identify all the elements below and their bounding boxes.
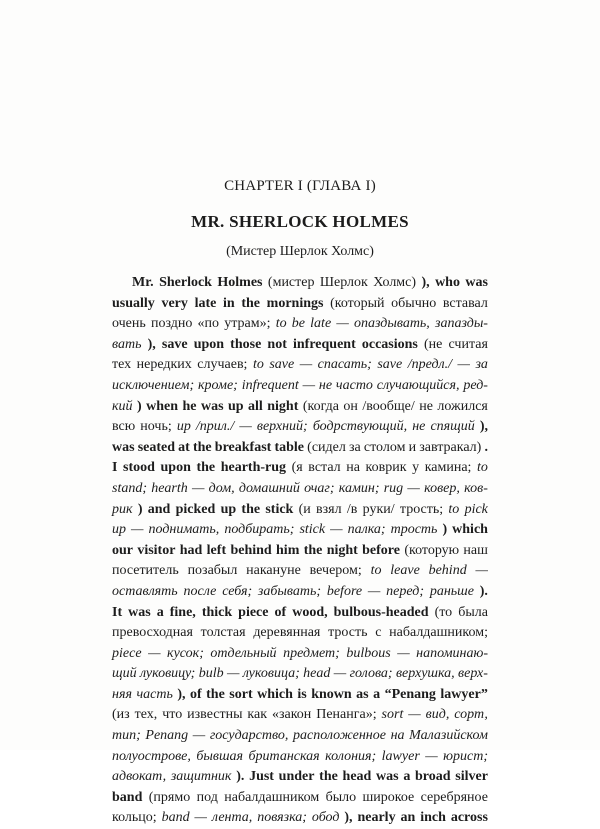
word: британская xyxy=(248,748,320,764)
word: ред- xyxy=(463,377,488,393)
word: кий xyxy=(112,398,133,414)
word: часто xyxy=(335,377,373,393)
word: и xyxy=(408,439,417,455)
word: he xyxy=(182,398,197,414)
body-paragraph xyxy=(112,273,488,829)
word: лента, xyxy=(211,810,253,826)
word: сорт, xyxy=(454,707,488,723)
word: save xyxy=(161,336,188,352)
word: — xyxy=(239,419,252,435)
word: была xyxy=(458,604,488,620)
word: stick xyxy=(299,522,326,538)
word: с xyxy=(375,625,382,641)
word: исключением; xyxy=(112,377,195,393)
word: (и xyxy=(298,501,311,517)
word: трость; xyxy=(399,501,444,517)
word: upon xyxy=(160,460,191,476)
text-line xyxy=(112,664,488,685)
word: Penang xyxy=(145,728,189,744)
word: thick xyxy=(201,604,233,620)
word: hearth-rug xyxy=(220,460,287,476)
word: палка; xyxy=(347,522,386,538)
word: случающийся, xyxy=(376,377,460,393)
word: Just xyxy=(249,769,274,785)
word: who xyxy=(435,275,460,290)
text-line xyxy=(112,644,488,665)
word: /прил./ xyxy=(195,419,235,435)
word: встал xyxy=(308,460,341,476)
word: повязка; xyxy=(257,810,307,826)
word: be xyxy=(291,316,305,332)
word: (мистер xyxy=(267,275,315,290)
word: is xyxy=(297,686,307,702)
word: inch xyxy=(420,810,446,826)
word: /в xyxy=(346,501,358,517)
word: under xyxy=(278,769,315,785)
word: спящий xyxy=(430,419,475,435)
word: silver xyxy=(455,769,488,785)
word: на xyxy=(390,728,405,744)
word: the xyxy=(303,542,323,558)
word: (я xyxy=(291,460,303,476)
word: вать xyxy=(112,336,142,352)
word: столом xyxy=(363,439,406,455)
word: тех, xyxy=(134,707,158,723)
word: Holmes xyxy=(217,275,263,290)
word: to xyxy=(477,460,488,476)
word: Sherlock xyxy=(159,275,212,290)
word: band xyxy=(112,789,143,805)
word: не xyxy=(318,377,333,393)
word: lawyer” xyxy=(440,686,488,702)
word: поздно xyxy=(150,316,193,332)
text-line xyxy=(112,726,488,747)
word: broad xyxy=(415,769,451,785)
word: подбирать; xyxy=(224,522,295,538)
word: piece xyxy=(112,645,142,661)
word: няя xyxy=(112,686,132,702)
word: leave xyxy=(390,563,420,579)
word: had xyxy=(179,542,203,558)
word: позабыл xyxy=(187,563,238,579)
text-line xyxy=(112,294,488,315)
text-line xyxy=(112,479,488,500)
word: щий xyxy=(112,666,137,682)
word: завтракал) xyxy=(419,439,482,455)
word: was xyxy=(112,439,135,455)
word: head xyxy=(303,666,331,682)
word: . xyxy=(484,439,488,455)
word: table xyxy=(274,439,305,455)
word: — xyxy=(475,563,488,579)
word: stood xyxy=(123,460,155,476)
word: толстая xyxy=(200,625,246,641)
word: hearth xyxy=(151,480,188,496)
word: тех xyxy=(112,357,132,373)
word: to xyxy=(275,316,287,332)
word: at xyxy=(178,439,190,455)
word: руки/ xyxy=(362,501,395,517)
word: ), xyxy=(177,686,186,702)
word: что xyxy=(162,707,183,723)
word: домашний xyxy=(238,480,300,496)
word: — xyxy=(457,357,470,373)
word: (не xyxy=(424,336,443,352)
word: посетитель xyxy=(112,563,179,579)
word: верхний; xyxy=(256,419,308,435)
word: бывшая xyxy=(196,748,244,764)
word: up xyxy=(220,501,237,517)
word: под xyxy=(196,789,218,805)
chapter-title: CHAPTER I (ГЛАВА I) xyxy=(224,178,376,194)
word: ), xyxy=(479,419,488,435)
word: адвокат, xyxy=(112,769,167,785)
word: на xyxy=(346,460,360,476)
word: stand; xyxy=(112,480,147,496)
word: камин; xyxy=(338,480,380,496)
chapter-subtitle: (Мистер Шерлок Холмс) xyxy=(226,244,374,259)
word: накануне xyxy=(246,563,301,579)
word: It xyxy=(112,604,123,620)
text-line xyxy=(112,520,488,541)
text-line xyxy=(112,273,488,294)
word: «закон xyxy=(271,707,312,723)
word: night xyxy=(267,398,299,414)
word: бодрствующий, xyxy=(312,419,408,435)
word: расположенное xyxy=(293,728,386,744)
word: деревянная xyxy=(253,625,321,641)
word: bulbous xyxy=(346,645,391,661)
word: visitor xyxy=(137,542,176,558)
word: a xyxy=(403,769,411,785)
word: опаздывать, xyxy=(354,316,430,332)
word: спасать; xyxy=(317,357,372,373)
word: all xyxy=(248,398,263,414)
word: предмет; xyxy=(283,645,340,661)
word: was xyxy=(200,398,224,414)
word: (который xyxy=(330,295,385,311)
word: отдельный xyxy=(210,645,277,661)
word: нередких xyxy=(136,357,192,373)
word: он xyxy=(343,398,358,414)
word: — xyxy=(397,645,410,661)
word: in xyxy=(222,295,235,311)
word: ), xyxy=(147,336,156,352)
text-line xyxy=(112,603,488,624)
word: колония; xyxy=(325,748,377,764)
text-line xyxy=(112,623,488,644)
word: (которую xyxy=(404,542,460,558)
word: трость xyxy=(328,625,368,641)
word: our xyxy=(112,542,133,558)
word: кусок; xyxy=(167,645,204,661)
text-line xyxy=(112,376,488,397)
word: кроме; xyxy=(198,377,238,393)
word: upon xyxy=(193,336,225,352)
word: тип; xyxy=(112,728,141,744)
word: rug xyxy=(383,480,404,496)
word: ). xyxy=(236,769,245,785)
word: ) xyxy=(137,501,143,517)
word: sort xyxy=(229,686,253,702)
text-line xyxy=(112,355,488,376)
word: was xyxy=(376,769,399,785)
word: infrequent xyxy=(241,377,299,393)
word: луковицу; xyxy=(139,666,196,682)
word: — xyxy=(131,522,144,538)
word: the xyxy=(241,295,260,311)
word: of xyxy=(274,604,287,620)
word: bulbous-headed xyxy=(333,604,429,620)
word: раньше xyxy=(429,583,474,599)
word: to xyxy=(448,501,460,517)
word: (прямо xyxy=(148,789,191,805)
word: was xyxy=(128,604,151,620)
word: не xyxy=(412,419,426,435)
word: трость xyxy=(390,522,438,538)
word: рик xyxy=(112,501,133,517)
word: the xyxy=(206,686,225,702)
word: occasions xyxy=(361,336,418,352)
word: набалдашником xyxy=(224,789,320,805)
word: to xyxy=(370,563,382,579)
word: напоминаю- xyxy=(416,645,488,661)
word: очень xyxy=(112,316,146,332)
word: считая xyxy=(448,336,488,352)
word: запазды- xyxy=(435,316,488,332)
word: — xyxy=(299,357,313,373)
word: — xyxy=(336,316,349,332)
word: не xyxy=(419,398,433,414)
text-line xyxy=(112,808,488,829)
word: known xyxy=(311,686,352,702)
word: камина; xyxy=(424,460,472,476)
word: — xyxy=(408,707,421,723)
word: — xyxy=(226,666,240,682)
word: ) xyxy=(137,398,142,414)
text-line xyxy=(112,438,488,459)
word: ложился xyxy=(437,398,488,414)
word: утрам»; xyxy=(224,316,271,332)
word: взял xyxy=(316,501,342,517)
word: fine, xyxy=(169,604,196,620)
word: him xyxy=(276,542,300,558)
word: not xyxy=(267,336,287,352)
word: late xyxy=(194,295,217,311)
word: оставлять xyxy=(112,583,178,599)
word: band xyxy=(161,810,190,826)
word: bulb xyxy=(198,666,224,682)
word: behind xyxy=(428,563,467,579)
text-line xyxy=(112,397,488,418)
word: вечером; xyxy=(309,563,362,579)
word: those xyxy=(230,336,262,352)
word: piece xyxy=(238,604,269,620)
word: very xyxy=(161,295,188,311)
word: всю xyxy=(112,419,136,435)
word: случаев; xyxy=(197,357,248,373)
word: ночь; xyxy=(140,419,172,435)
word: — xyxy=(302,377,316,393)
word: before xyxy=(362,542,400,558)
chapter-heading: MR. SHERLOCK HOLMES xyxy=(191,212,409,231)
word: дом, xyxy=(208,480,235,496)
word: up xyxy=(176,419,191,435)
word: коврик xyxy=(365,460,407,476)
text-line xyxy=(112,582,488,603)
word: as xyxy=(356,686,369,702)
word: широкое xyxy=(362,789,415,805)
word: sort xyxy=(381,707,404,723)
word: late xyxy=(310,316,332,332)
text-line xyxy=(112,417,488,438)
word: a xyxy=(156,604,164,620)
word: the xyxy=(241,501,261,517)
word: — xyxy=(192,480,205,496)
text-line xyxy=(112,314,488,335)
word: «по xyxy=(197,316,220,332)
word: наш xyxy=(463,542,488,558)
word: за xyxy=(475,357,488,373)
word: save xyxy=(269,357,295,373)
word: to xyxy=(252,357,264,373)
word: часть xyxy=(136,686,173,702)
word: behind xyxy=(230,542,272,558)
word: save xyxy=(377,357,403,373)
word: набалдашником; xyxy=(389,625,488,641)
word: за xyxy=(349,439,361,455)
word: перед; xyxy=(386,583,424,599)
word: — xyxy=(367,583,381,599)
word: Шерлок xyxy=(319,275,368,290)
word: — xyxy=(192,728,206,744)
text-line xyxy=(112,705,488,726)
word: which xyxy=(257,686,293,702)
word: lawyer xyxy=(381,748,420,764)
text-line xyxy=(112,541,488,562)
word: which xyxy=(452,522,488,538)
word: известны xyxy=(187,707,243,723)
word: обод xyxy=(311,810,340,826)
word: “Penang xyxy=(384,686,436,702)
word: голова; xyxy=(349,666,393,682)
word: (сидел xyxy=(307,439,346,455)
word: and xyxy=(147,501,171,517)
text-line xyxy=(112,767,488,788)
word: забывать; xyxy=(257,583,322,599)
word: защитник xyxy=(170,769,232,785)
word: вид, xyxy=(425,707,450,723)
word: pick xyxy=(464,501,488,517)
word: вставал xyxy=(442,295,488,311)
word: /вообще/ xyxy=(362,398,415,414)
word: поднимать, xyxy=(148,522,220,538)
word: ), xyxy=(344,810,353,826)
word: (из xyxy=(112,707,130,723)
text-line xyxy=(112,335,488,356)
word: — xyxy=(194,810,207,826)
word: верх- xyxy=(458,666,488,682)
word: usually xyxy=(112,295,155,311)
word: — xyxy=(333,666,347,682)
word: seated xyxy=(137,439,176,455)
word: после xyxy=(183,583,217,599)
word: mornings xyxy=(266,295,324,311)
word: nearly xyxy=(357,810,396,826)
word: было xyxy=(325,789,357,805)
word: when xyxy=(146,398,179,414)
word: юрист; xyxy=(443,748,488,764)
word: left xyxy=(206,542,227,558)
word: луковица; xyxy=(242,666,300,682)
word: ковер, xyxy=(424,480,460,496)
word: picked xyxy=(175,501,216,517)
word: a xyxy=(373,686,381,702)
text-line xyxy=(112,458,488,479)
word: как xyxy=(247,707,268,723)
word: Малазийском xyxy=(409,728,488,744)
word: — xyxy=(425,748,438,764)
word: infrequent xyxy=(293,336,356,352)
text-line xyxy=(112,685,488,706)
word: wood, xyxy=(292,604,328,620)
word: серебряное xyxy=(420,789,488,805)
word: head xyxy=(342,769,372,785)
word: breakfast xyxy=(214,439,272,455)
word: I xyxy=(112,460,118,476)
word: полуострове, xyxy=(112,748,191,764)
text-line xyxy=(112,561,488,582)
word: государство, xyxy=(209,728,289,744)
text-line xyxy=(112,788,488,809)
word: ) xyxy=(442,522,448,538)
word: before xyxy=(326,583,363,599)
word: себя; xyxy=(222,583,253,599)
word: stick xyxy=(265,501,294,517)
word: ков- xyxy=(464,480,488,496)
word: Пенанга»; xyxy=(316,707,377,723)
word: was xyxy=(465,275,488,290)
word: across xyxy=(450,810,488,826)
word: (то xyxy=(434,604,453,620)
word: кольцо; xyxy=(112,810,157,826)
word: up xyxy=(112,522,126,538)
word: Холмс) xyxy=(373,275,417,290)
word: обычно xyxy=(391,295,437,311)
word: превосходная xyxy=(112,625,193,641)
word: ), xyxy=(421,275,430,290)
word: an xyxy=(400,810,416,826)
word: the xyxy=(196,460,216,476)
word: night xyxy=(326,542,358,558)
word: — xyxy=(148,645,161,661)
word: (когда xyxy=(302,398,339,414)
word: — xyxy=(330,522,343,538)
text-line xyxy=(112,500,488,521)
word: Mr. xyxy=(132,275,154,290)
word: the xyxy=(319,769,338,785)
word: верхушка, xyxy=(395,666,455,682)
word: ). xyxy=(479,583,488,599)
word: up xyxy=(227,398,244,414)
word: of xyxy=(189,686,202,702)
word: очаг; xyxy=(304,480,335,496)
word: the xyxy=(192,439,212,455)
word: /предл./ xyxy=(407,357,453,373)
word: у xyxy=(412,460,420,476)
word: — xyxy=(407,480,420,496)
